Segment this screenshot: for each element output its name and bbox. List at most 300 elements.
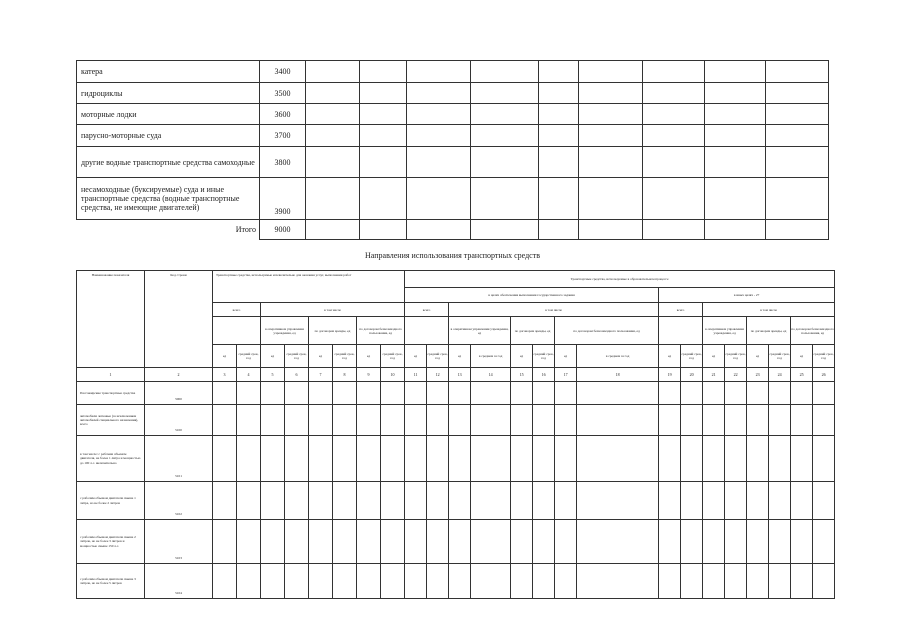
cell: [769, 564, 791, 599]
cell: [539, 104, 579, 125]
cell: [813, 436, 835, 482]
header-group-b: Транспортные средства, используемые в образовательном процессе: [405, 271, 835, 288]
cell: [427, 436, 449, 482]
cell: [285, 436, 309, 482]
cell: [579, 125, 643, 147]
col-number: 24: [769, 368, 791, 382]
cell: [813, 482, 835, 520]
cell: [533, 382, 555, 405]
header-ed: ед: [555, 345, 577, 368]
cell: [511, 482, 533, 520]
header-srok: средний срок, год: [813, 345, 835, 368]
cell: [333, 436, 357, 482]
row-name: несамоходные (буксируемые) суда и иные транспортные средства (водные транспортные средства, не имеющие двигателей): [77, 178, 260, 220]
cell: [747, 382, 769, 405]
col-number: 2: [145, 368, 213, 382]
cell: [407, 83, 471, 104]
header-srok: в среднем за год: [577, 345, 659, 368]
cell: [306, 220, 360, 240]
cell: [261, 564, 285, 599]
cell: [357, 405, 381, 436]
cell: [539, 220, 579, 240]
header-b2-arenda: по договорам аренды, ед: [747, 317, 791, 345]
cell: [306, 61, 360, 83]
cell: [579, 147, 643, 178]
cell: [511, 520, 533, 564]
cell: [766, 125, 829, 147]
cell: [407, 61, 471, 83]
row-code: 5103: [145, 520, 213, 564]
row-code: 3800: [260, 147, 306, 178]
cell: [791, 520, 813, 564]
cell: [766, 178, 829, 220]
col-number: 18: [577, 368, 659, 382]
header-srok: средний срок, год: [285, 345, 309, 368]
header-ed: ед: [659, 345, 681, 368]
header-blank: [405, 317, 449, 345]
header-a-bezv: по договорам безвозмездного пользования, ед: [357, 317, 405, 345]
header-b1-bezv: по договорам безвозмездного пользования, ед: [555, 317, 659, 345]
cell: [285, 520, 309, 564]
cell: [681, 382, 703, 405]
cell: [407, 147, 471, 178]
cell: [577, 382, 659, 405]
cell: [769, 382, 791, 405]
cell: [659, 405, 681, 436]
cell: [309, 564, 333, 599]
row-code: 3500: [260, 83, 306, 104]
header-a-opu: в оперативном управлении учреждения, ед: [261, 317, 309, 345]
col-number: 11: [405, 368, 427, 382]
cell: [725, 564, 747, 599]
cell: [533, 436, 555, 482]
cell: [681, 564, 703, 599]
cell: [213, 520, 237, 564]
cell: [577, 520, 659, 564]
header-b1-arenda: по договорам аренды, ед: [511, 317, 555, 345]
cell: [449, 436, 471, 482]
cell: [579, 178, 643, 220]
cell: [309, 520, 333, 564]
cell: [309, 382, 333, 405]
cell: [533, 405, 555, 436]
col-number: 17: [555, 368, 577, 382]
cell: [539, 61, 579, 83]
header-srok: средний срок, год: [681, 345, 703, 368]
header-vsego-b1: всего: [405, 303, 449, 317]
row-name: парусно-моторные суда: [77, 125, 260, 147]
cell: [659, 520, 681, 564]
cell: [357, 482, 381, 520]
header-srok: средний срок, год: [725, 345, 747, 368]
cell: [360, 125, 407, 147]
col-number: 15: [511, 368, 533, 382]
header-b2-opu: в оперативном управлении учреждения, ед: [703, 317, 747, 345]
cell: [213, 405, 237, 436]
cell: [449, 520, 471, 564]
cell: [381, 436, 405, 482]
cell: [427, 520, 449, 564]
usage-table: [76, 270, 835, 599]
col-number: 8: [333, 368, 357, 382]
header-vtch-b2: в том числе: [703, 303, 835, 317]
cell: [659, 436, 681, 482]
table-row: [77, 178, 829, 220]
cell: [213, 564, 237, 599]
col-number: 22: [725, 368, 747, 382]
cell: [471, 178, 539, 220]
cell: [237, 382, 261, 405]
header-blank: [659, 317, 703, 345]
cell: [333, 405, 357, 436]
cell: [725, 382, 747, 405]
table-row: [77, 436, 835, 482]
cell: [360, 61, 407, 83]
cell: [427, 564, 449, 599]
cell: [769, 436, 791, 482]
header-srok: средний срок, год: [769, 345, 791, 368]
cell: [360, 83, 407, 104]
cell: [643, 61, 705, 83]
cell: [405, 405, 427, 436]
cell: [471, 564, 511, 599]
cell: [405, 564, 427, 599]
cell: [471, 520, 511, 564]
header-ed: ед: [213, 345, 237, 368]
cell: [407, 125, 471, 147]
col-number: 12: [427, 368, 449, 382]
cell: [769, 405, 791, 436]
header-srok: средний срок, год: [533, 345, 555, 368]
cell: [533, 482, 555, 520]
cell: [791, 564, 813, 599]
cell: [449, 405, 471, 436]
cell: [555, 436, 577, 482]
cell: [766, 61, 829, 83]
cell: [539, 83, 579, 104]
header-row: [77, 271, 835, 288]
cell: [471, 147, 539, 178]
cell: [659, 382, 681, 405]
cell: [766, 104, 829, 125]
cell: [747, 564, 769, 599]
cell: [703, 382, 725, 405]
vehicles-table: [76, 60, 829, 240]
cell: [705, 220, 766, 240]
cell: [471, 482, 511, 520]
header-vtch-a: в том числе: [261, 303, 405, 317]
row-name: Пассажирские транспортные средства: [77, 382, 145, 405]
header-srok: средний срок, год: [427, 345, 449, 368]
col-number: 16: [533, 368, 555, 382]
cell: [791, 382, 813, 405]
cell: [681, 436, 703, 482]
cell: [471, 382, 511, 405]
col-number: 21: [703, 368, 725, 382]
table-row: [77, 564, 835, 599]
cell: [357, 520, 381, 564]
cell: [405, 482, 427, 520]
cell: [579, 220, 643, 240]
cell: [511, 436, 533, 482]
cell: [643, 104, 705, 125]
header-ed: ед: [449, 345, 471, 368]
cell: [791, 405, 813, 436]
row-name: в том числе: с рабочим объемом двигателя, не более 1 литра и мощностью до 100 л.с. включительно: [77, 436, 145, 482]
col-number: 13: [449, 368, 471, 382]
cell: [237, 520, 261, 564]
col-number: 1: [77, 368, 145, 382]
cell: [449, 564, 471, 599]
table-row: [77, 520, 835, 564]
cell: [381, 564, 405, 599]
cell: [471, 104, 539, 125]
cell: [381, 482, 405, 520]
row-code: 3400: [260, 61, 306, 83]
header-ed: ед: [703, 345, 725, 368]
row-code: 3900: [260, 178, 306, 220]
col-number: 20: [681, 368, 703, 382]
cell: [791, 436, 813, 482]
cell: [766, 147, 829, 178]
cell: [577, 482, 659, 520]
row-name: с рабочим объемом двигателя свыше 2 литров, но не более 3 литров и мощностью свыше 150 л.с.: [77, 520, 145, 564]
cell: [725, 482, 747, 520]
table-row: [77, 83, 829, 104]
cell: [306, 178, 360, 220]
cell: [747, 482, 769, 520]
cell: [769, 482, 791, 520]
table-row: [77, 125, 829, 147]
cell: [747, 436, 769, 482]
row-code: 5101: [145, 436, 213, 482]
cell: [747, 520, 769, 564]
cell: [643, 220, 705, 240]
cell: [427, 405, 449, 436]
cell: [407, 220, 471, 240]
cell: [533, 520, 555, 564]
header-name: Наименование показателя: [77, 271, 145, 368]
cell: [659, 482, 681, 520]
cell: [703, 405, 725, 436]
cell: [285, 382, 309, 405]
cell: [511, 564, 533, 599]
cell: [261, 405, 285, 436]
row-code: 3700: [260, 125, 306, 147]
cell: [306, 83, 360, 104]
itogo-row: [77, 220, 829, 240]
cell: [681, 482, 703, 520]
cell: [405, 520, 427, 564]
cell: [681, 520, 703, 564]
cell: [357, 564, 381, 599]
cell: [471, 125, 539, 147]
cell: [813, 405, 835, 436]
cell: [577, 564, 659, 599]
header-srok: средний срок, год: [333, 345, 357, 368]
row-name: гидроциклы: [77, 83, 260, 104]
header-group-a: Транспортные средства, используемые исключительно для оказания услуг, выполнения работ: [213, 271, 405, 303]
col-number: 26: [813, 368, 835, 382]
cell: [555, 382, 577, 405]
cell: [791, 482, 813, 520]
cell: [703, 436, 725, 482]
table-row: [77, 147, 829, 178]
cell: [555, 520, 577, 564]
itogo-code: 9000: [260, 220, 306, 240]
header-srok: средний срок, год: [237, 345, 261, 368]
cell: [213, 382, 237, 405]
cell: [427, 482, 449, 520]
cell: [766, 83, 829, 104]
cell: [285, 564, 309, 599]
cell: [360, 104, 407, 125]
cell: [285, 405, 309, 436]
cell: [357, 436, 381, 482]
header-a-arenda: по договорам аренды, ед: [309, 317, 357, 345]
row-name: с рабочим объемом двигателя свыше 1 литра, но не более 2 литров: [77, 482, 145, 520]
cell: [333, 564, 357, 599]
cell: [681, 405, 703, 436]
table-row: [77, 61, 829, 83]
row-name: автомобили легковые (за исключением автомобилей специального назначения), всего: [77, 405, 145, 436]
cell: [705, 125, 766, 147]
table-row: [77, 482, 835, 520]
table-row: [77, 382, 835, 405]
cell: [579, 61, 643, 83]
cell: [306, 147, 360, 178]
cell: [381, 520, 405, 564]
header-sub-b2: в иных целях - 27: [659, 288, 835, 303]
cell: [555, 564, 577, 599]
cell: [703, 520, 725, 564]
column-numbers-row: [77, 368, 835, 382]
cell: [813, 564, 835, 599]
cell: [360, 147, 407, 178]
header-sub-b1: в целях обеспечения выполнения государственного задания: [405, 288, 659, 303]
cell: [333, 382, 357, 405]
cell: [309, 405, 333, 436]
cell: [306, 125, 360, 147]
col-number: 4: [237, 368, 261, 382]
cell: [813, 382, 835, 405]
row-code: 5000: [145, 382, 213, 405]
cell: [237, 405, 261, 436]
cell: [449, 482, 471, 520]
cell: [213, 482, 237, 520]
cell: [407, 104, 471, 125]
cell: [237, 564, 261, 599]
cell: [309, 436, 333, 482]
cell: [471, 83, 539, 104]
header-ed: ед: [357, 345, 381, 368]
header-b1-opu: в оперативном управлении учреждения, ед: [449, 317, 511, 345]
header-ed: ед: [747, 345, 769, 368]
cell: [705, 104, 766, 125]
col-number: 23: [747, 368, 769, 382]
cell: [333, 520, 357, 564]
cell: [769, 520, 791, 564]
header-ed: ед: [309, 345, 333, 368]
cell: [643, 147, 705, 178]
col-number: 10: [381, 368, 405, 382]
cell: [555, 482, 577, 520]
itogo-label: Итого: [77, 220, 260, 240]
col-number: 7: [309, 368, 333, 382]
cell: [766, 220, 829, 240]
cell: [285, 482, 309, 520]
col-number: 9: [357, 368, 381, 382]
cell: [539, 178, 579, 220]
col-number: 3: [213, 368, 237, 382]
cell: [381, 405, 405, 436]
cell: [579, 83, 643, 104]
cell: [261, 482, 285, 520]
cell: [577, 436, 659, 482]
header-srok: в среднем за год: [471, 345, 511, 368]
cell: [643, 83, 705, 104]
cell: [309, 482, 333, 520]
header-vsego-b2: всего: [659, 303, 703, 317]
cell: [705, 83, 766, 104]
cell: [511, 382, 533, 405]
header-ed: ед: [511, 345, 533, 368]
cell: [357, 382, 381, 405]
col-number: 19: [659, 368, 681, 382]
row-name: моторные лодки: [77, 104, 260, 125]
cell: [471, 61, 539, 83]
cell: [813, 520, 835, 564]
cell: [643, 125, 705, 147]
cell: [237, 482, 261, 520]
cell: [579, 104, 643, 125]
cell: [407, 178, 471, 220]
table-row: [77, 104, 829, 125]
cell: [725, 405, 747, 436]
cell: [539, 147, 579, 178]
cell: [405, 436, 427, 482]
col-number: 6: [285, 368, 309, 382]
cell: [213, 436, 237, 482]
cell: [449, 382, 471, 405]
header-ed: ед: [791, 345, 813, 368]
row-code: 3600: [260, 104, 306, 125]
cell: [471, 405, 511, 436]
cell: [261, 436, 285, 482]
cell: [643, 178, 705, 220]
row-code: 5104: [145, 564, 213, 599]
cell: [533, 564, 555, 599]
cell: [555, 405, 577, 436]
cell: [703, 564, 725, 599]
header-vsego-a: всего: [213, 303, 261, 317]
row-name: с рабочим объемом двигателя свыше 3 литров, но не более 5 литров: [77, 564, 145, 599]
cell: [427, 382, 449, 405]
col-number: 25: [791, 368, 813, 382]
cell: [577, 405, 659, 436]
cell: [360, 220, 407, 240]
header-ed: ед: [261, 345, 285, 368]
row-code: 5100: [145, 405, 213, 436]
cell: [659, 564, 681, 599]
cell: [261, 382, 285, 405]
row-code: 5102: [145, 482, 213, 520]
cell: [725, 436, 747, 482]
cell: [405, 382, 427, 405]
cell: [511, 405, 533, 436]
cell: [360, 178, 407, 220]
header-b2-bezv: по договорам безвозмездного пользования, ед: [791, 317, 835, 345]
